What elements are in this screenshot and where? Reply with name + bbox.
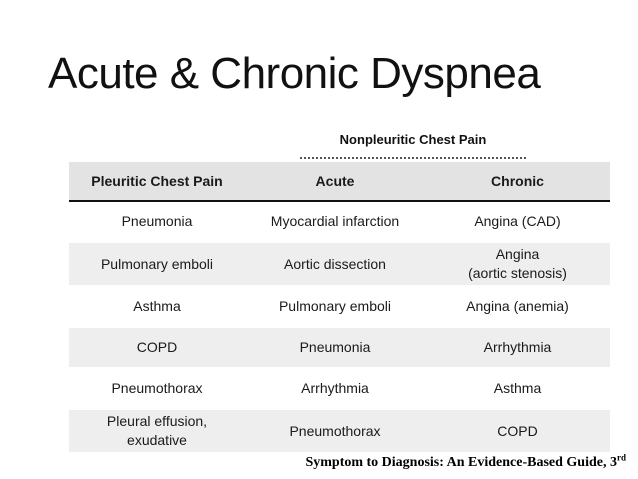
cell-text: Aortic dissection	[284, 255, 386, 272]
cell-text: COPD	[136, 339, 178, 355]
table-cell-pleuritic	[69, 368, 245, 409]
nonpleuritic-group-label: Nonpleuritic Chest Pain	[339, 132, 487, 147]
table-row	[69, 242, 610, 286]
cell-text: (aortic stenosis)	[468, 265, 567, 281]
dyspnea-table	[69, 162, 610, 454]
table-header-row	[69, 162, 610, 201]
table-cell-pleuritic	[69, 327, 245, 368]
cell-text: Myocardial infarction	[270, 213, 400, 229]
cell-text: Pneumonia	[299, 339, 371, 355]
table-cell-chronic	[425, 368, 610, 409]
header-acute: Acute	[245, 162, 425, 201]
table-row	[69, 286, 610, 327]
table-row	[69, 327, 610, 368]
table-row	[69, 409, 610, 453]
cell-text: exudative	[127, 432, 187, 448]
table-cell-acute	[245, 242, 425, 286]
table-body	[69, 201, 610, 453]
slide-title: Acute & Chronic Dyspnea	[48, 49, 541, 98]
table-cell-chronic	[425, 201, 610, 242]
cell-text: Pneumonia	[121, 213, 193, 229]
cell-text: Asthma	[493, 380, 542, 396]
citation-superscript: rd	[617, 452, 626, 463]
table-cell-chronic	[425, 242, 610, 286]
table-cell-chronic	[425, 409, 610, 453]
table-row	[69, 368, 610, 409]
header-chronic: Chronic	[425, 162, 610, 201]
cell-text: COPD	[497, 422, 538, 439]
header-pleuritic: Pleuritic Chest Pain	[69, 162, 245, 201]
cell-text: Arrhythmia	[483, 339, 552, 355]
table-row	[69, 201, 610, 242]
table-cell-acute	[245, 286, 425, 327]
cell-text: Angina (anemia)	[466, 298, 569, 314]
cell-text: Asthma	[133, 298, 181, 314]
table-cell-acute	[245, 327, 425, 368]
cell-text: Pulmonary emboli	[100, 255, 214, 272]
table-cell-acute	[245, 368, 425, 409]
table-cell-pleuritic	[69, 201, 245, 242]
table-cell-acute	[245, 409, 425, 453]
group-divider-dotted	[300, 157, 526, 159]
cell-text: Pulmonary emboli	[278, 298, 392, 314]
citation-text: Symptom to Diagnosis: An Evidence-Based Guide, 3	[305, 455, 617, 470]
table-cell-pleuritic	[69, 286, 245, 327]
table-cell-acute	[245, 201, 425, 242]
table-cell-chronic	[425, 327, 610, 368]
cell-text: Angina	[495, 246, 540, 262]
source-citation	[305, 452, 626, 471]
cell-text: Pleural effusion,	[106, 413, 208, 429]
cell-text: Pneumothorax	[289, 422, 381, 439]
cell-text: Arrhythmia	[301, 380, 369, 396]
table-cell-chronic	[425, 286, 610, 327]
table-cell-pleuritic	[69, 409, 245, 453]
cell-text: Angina (CAD)	[474, 213, 561, 229]
cell-text: Pneumothorax	[111, 380, 203, 396]
table-cell-pleuritic	[69, 242, 245, 286]
